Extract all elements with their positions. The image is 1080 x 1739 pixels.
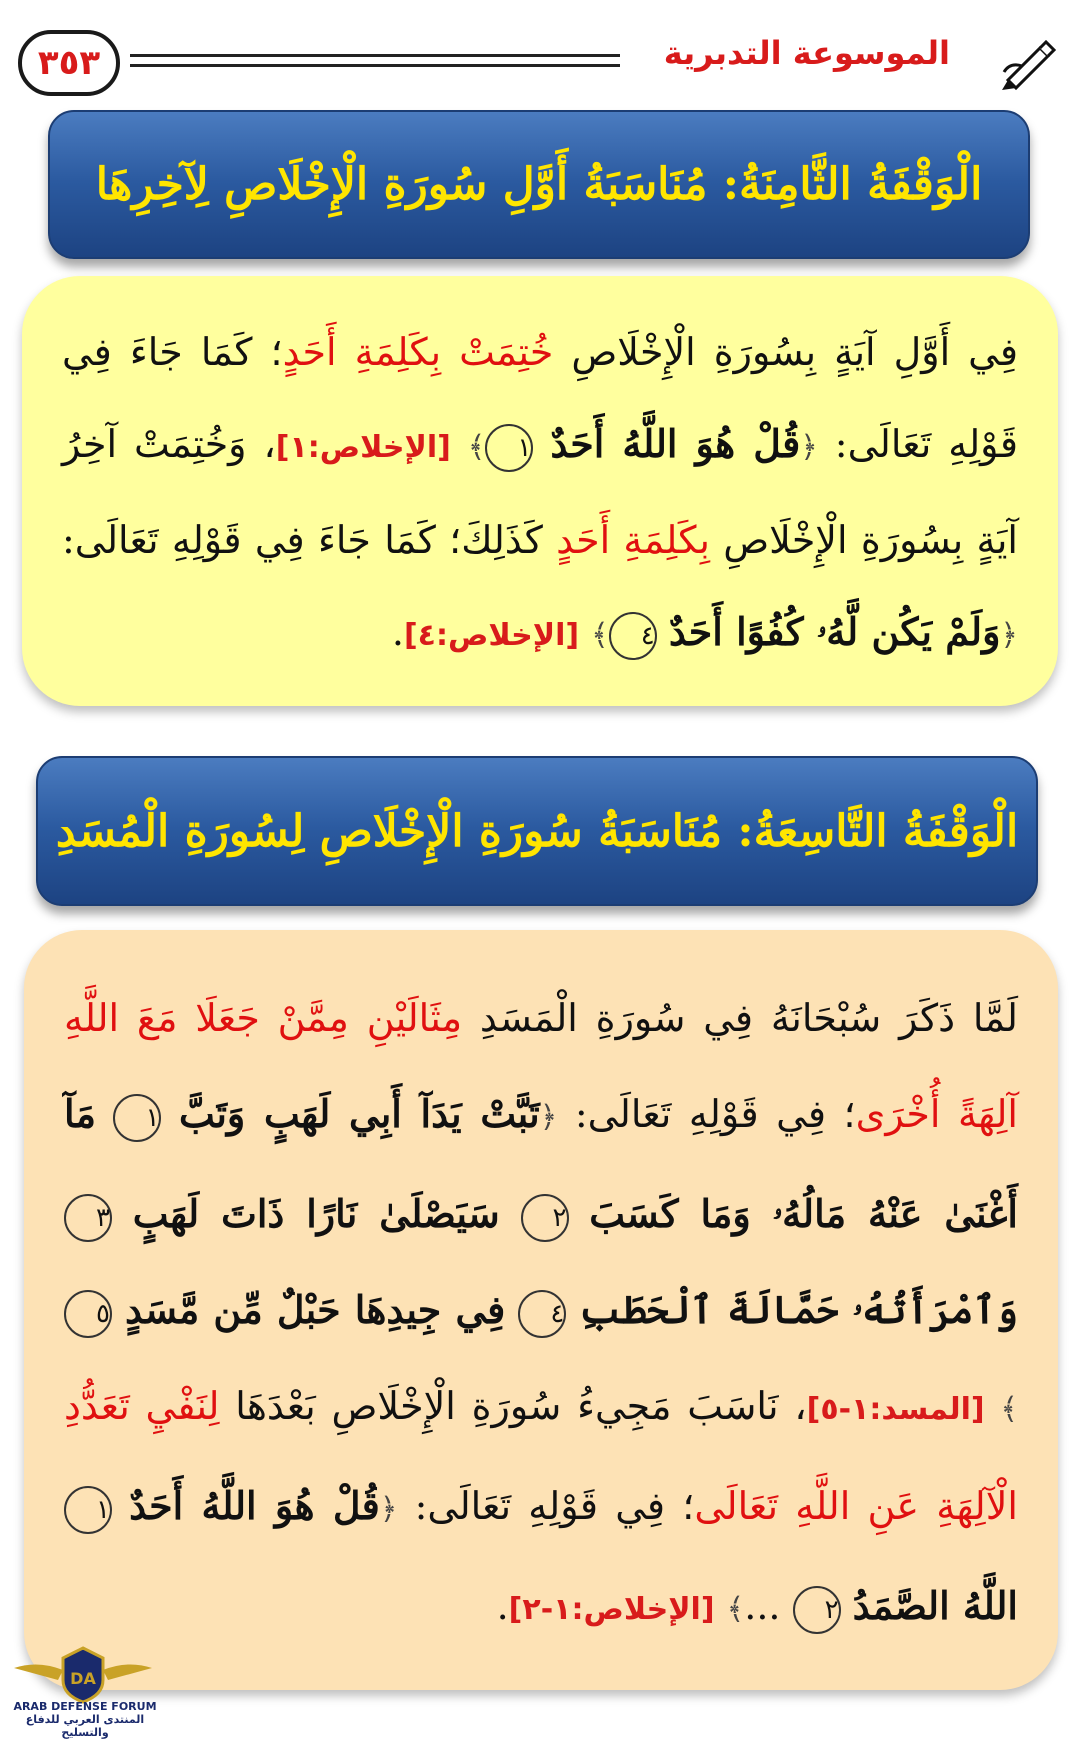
quran-verse: قُلْ هُوَ اللَّهُ أَحَدٌ xyxy=(550,421,801,466)
quran-bracket-close-icon: ﴾ xyxy=(467,430,486,465)
quran-bracket-open-icon: ﴿ xyxy=(1000,618,1018,653)
section-heading-banner xyxy=(36,756,1038,906)
text-run: ؛ فِي قَوْلِهِ تَعَالَى: xyxy=(414,1484,695,1528)
text-run: لَمَّا ذَكَرَ سُبْحَانَهُ فِي سُورَةِ الْمَسَدِ xyxy=(479,996,1018,1040)
quran-verse: تَبَّتْ يَدَآ أَبِي لَهَبٍ وَتَبَّ xyxy=(179,1091,540,1136)
verse-number: ٥ xyxy=(64,1290,112,1338)
text-run: ؛ كَمَا جَاءَ فِي قَوْلِهِ تَعَالَى: xyxy=(62,330,1018,466)
quran-verse: فِي جِيدِهَا حَبْلٌ مِّن مَّسَدٍ xyxy=(125,1287,506,1332)
quran-verse: مَآ أَغْنَىٰ عَنْهُ مَالُهُۥ وَمَا كَسَبَ xyxy=(64,1091,1018,1236)
header-rule xyxy=(130,54,620,57)
section-title: الْوَقْفَةُ التَّاسِعَةُ: مُنَاسَبَةُ سُورَةِ الْإِخْلَاصِ لِسُورَةِ الْمُسَدِ xyxy=(55,805,1019,857)
verse-number: ١ xyxy=(485,424,533,472)
quran-bracket-open-icon: ﴿ xyxy=(539,1100,558,1135)
verse-reference: [المسد:١-٥] xyxy=(806,1392,985,1427)
quran-verse: قُلْ هُوَ اللَّهُ أَحَدٌ xyxy=(129,1483,380,1528)
verse-reference: [الإخلاص:١] xyxy=(275,430,451,465)
quran-bracket-close-icon: ﴾ xyxy=(591,618,609,653)
watermark-text xyxy=(10,1700,160,1739)
quran-bracket-close-icon: ﴾ xyxy=(1000,1392,1018,1427)
highlighted-text: لِنَفْيِ تَعَدُّدِ الْآلِهَةِ عَنِ اللَّهِ تَعَالَى xyxy=(64,1384,1018,1528)
page-number: ٣٥٣ xyxy=(18,30,120,96)
quran-verse: وَٱمْرَأَتُهُۥ حَمَّالَةَ ٱلْحَطَبِ xyxy=(579,1287,1018,1332)
pen-writing-icon xyxy=(1000,32,1060,92)
quran-verse: اللَّهُ الصَّمَدُ xyxy=(852,1583,1018,1628)
text-run: ، وَخُتِمَتْ آخِرُ آيَةٍ بِسُورَةِ الْإِخْلَاصِ xyxy=(62,422,1018,562)
verse-reference: [الإخلاص:١-٢] xyxy=(508,1592,715,1627)
text-run: كَذَلِكَ؛ كَمَا جَاءَ فِي قَوْلِهِ تَعَالَى: xyxy=(62,518,543,562)
verse-reference: [الإخلاص:٤] xyxy=(403,618,580,653)
logo-badge: DA xyxy=(70,1669,96,1688)
section-heading-banner xyxy=(48,110,1030,259)
content-card xyxy=(24,930,1058,1690)
watermark-line: المنتدى العربي للدفاع والتسليح xyxy=(25,1713,145,1739)
verse-number: ٢ xyxy=(793,1586,841,1634)
text-run: ؛ فِي قَوْلِهِ تَعَالَى: xyxy=(574,1092,856,1136)
header-rule xyxy=(130,64,620,67)
watermark-line: ARAB DEFENSE FORUM xyxy=(13,1700,157,1713)
text-run: . xyxy=(496,1584,509,1628)
page-header xyxy=(0,22,1080,102)
text-run: فِي أَوَّلِ آيَةٍ بِسُورَةِ الْإِخْلَاصِ xyxy=(571,330,1019,374)
verse-number: ٢ xyxy=(521,1194,569,1242)
section-title: الْوَقْفَةُ الثَّامِنَةُ: مُنَاسَبَةُ أَوَّلِ سُورَةِ الْإِخْلَاصِ لِآخِرِهَا xyxy=(95,159,983,210)
book-title: الموسوعة التدبرية xyxy=(663,34,950,72)
verse-number: ١ xyxy=(64,1486,112,1534)
section-paragraph xyxy=(64,970,1018,1658)
quran-bracket-open-icon: ﴿ xyxy=(800,430,818,465)
verse-number: ٤ xyxy=(518,1290,566,1338)
section-paragraph xyxy=(62,306,1018,682)
quran-verse: وَلَمْ يَكُن لَّهُۥ كُفُوًا أَحَدٌ xyxy=(668,609,1001,654)
highlighted-text: خُتِمَتْ بِكَلِمَةِ أَحَدٍ xyxy=(282,330,554,374)
text-run: ، نَاسَبَ مَجِيءُ سُورَةِ الْإِخْلَاصِ بَعْدَهَا xyxy=(235,1384,807,1428)
verse-number: ٤ xyxy=(609,612,657,660)
quran-bracket-open-icon: ﴿ xyxy=(379,1492,398,1527)
quran-verse: سَيَصْلَىٰ نَارًا ذَاتَ لَهَبٍ xyxy=(132,1191,500,1236)
highlighted-text: مِثَالَيْنِ مِمَّنْ جَعَلَا مَعَ اللَّهِ آلِهَةً أُخْرَى xyxy=(64,996,1018,1136)
quran-bracket-close-icon: ﴾ xyxy=(726,1592,745,1627)
text-run: . xyxy=(391,610,404,654)
highlighted-text: بِكَلِمَةِ أَحَدٍ xyxy=(556,518,710,562)
content-card xyxy=(22,276,1058,706)
verse-number: ١ xyxy=(113,1094,161,1142)
ellipsis: ... xyxy=(744,1584,781,1628)
verse-number: ٣ xyxy=(64,1194,112,1242)
